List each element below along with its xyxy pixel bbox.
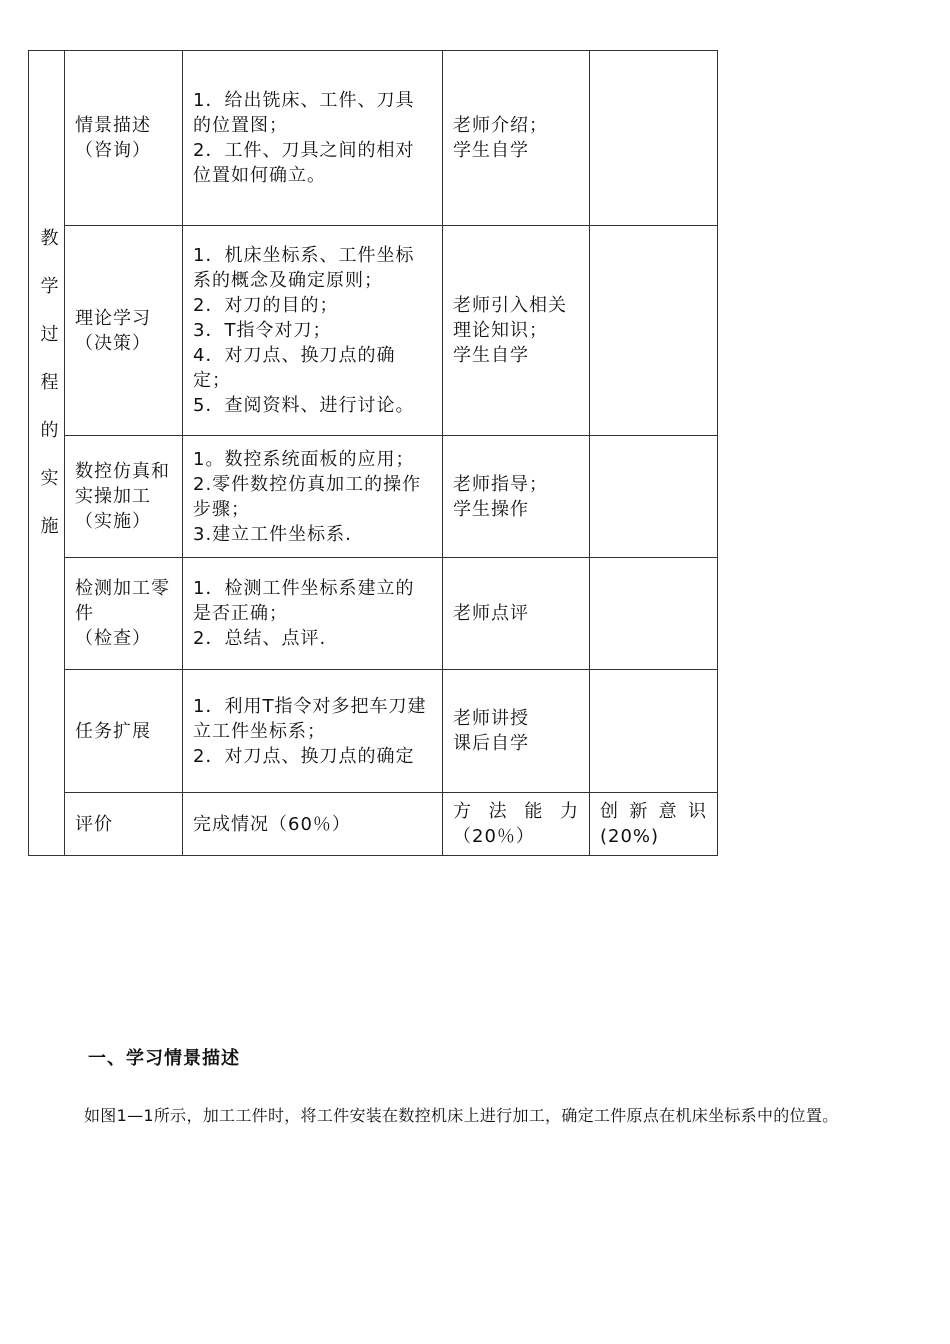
cell-line: 3．T指令对刀； [193,320,332,341]
cell-line: 2.零件数控仿真加工的操作步骤； [193,473,422,520]
cell-line: 1．利用T指令对多把车刀建立工件坐标系； [193,695,427,742]
cell-line: 1．给出铣床、工件、刀具的位置图； [193,90,415,136]
cell-line: 情景描述 [75,115,151,136]
stage-cell [65,558,183,670]
cell-line: 4．对刀点、换刀点的确定； [193,345,396,391]
cell-line: 老师点评 [453,603,529,624]
table-row [29,226,718,436]
cell-line: 方法能力 [453,801,579,822]
cell-line: 学生操作 [453,498,529,520]
cell-line: 学生自学 [453,345,529,366]
note-cell [590,558,718,670]
evaluation-label: 评价 [65,793,183,856]
cell-line: 2．对刀的目的； [193,295,339,316]
cell-line: （20％） [453,826,535,847]
cell-line: （决策） [75,332,151,354]
content-cell [183,670,443,793]
method-cell [443,558,590,670]
cell-line: 创新意识 [600,801,707,822]
section-heading: 一、学习情景描述 [88,1048,240,1069]
section-paragraph: 如图1—1所示，加工工件时，将工件安装在数控机床上进行加工，确定工件原点在机床坐标系中的位置。 [84,1106,839,1125]
table-row [29,670,718,793]
cell-line: （实施） [75,511,151,532]
cell-line: 检测加工零 件 [75,578,170,624]
cell-line: （检查） [75,628,151,649]
evaluation-completion: 完成情况（60％） [183,793,443,856]
cell-line: 学生自学 [453,140,529,161]
stage-cell [65,670,183,793]
cell-line: 老师讲授 [453,708,529,729]
cell-line: 老师引入相关理论知识； [453,295,567,341]
cell-line: 任务扩展 [75,720,151,742]
cell-line: (20%) [600,826,660,847]
evaluation-innovation [590,793,718,856]
cell-line: 老师介绍； [453,115,548,136]
cell-line: 数控仿真和 实操加工 [75,461,170,507]
cell-line: 5．查阅资料、进行讨论。 [193,395,415,416]
cell-line: 老师指导； [453,473,548,495]
side-label: 教学过程的实施 [40,228,60,537]
stage-cell [65,51,183,226]
cell-line: 3.建立工件坐标系. [193,523,352,545]
table-row [29,436,718,558]
note-cell [590,51,718,226]
content-cell [183,51,443,226]
content-cell [183,558,443,670]
content-cell [183,226,443,436]
method-cell [443,670,590,793]
cell-line: 理论学习 [75,307,151,329]
note-cell [590,226,718,436]
evaluation-row [29,793,718,856]
cell-line: 2．工件、刀具之间的相对位置如何确立。 [193,140,415,186]
table-row [29,558,718,670]
content-cell [183,436,443,558]
method-cell [443,226,590,436]
cell-line: 2．总结、点评. [193,628,327,649]
stage-cell [65,226,183,436]
stage-cell [65,436,183,558]
table-row [29,51,718,226]
cell-line: 课后自学 [453,733,529,754]
cell-line: （咨询） [75,140,151,161]
method-cell [443,51,590,226]
note-cell [590,670,718,793]
side-label-cell [29,51,65,856]
cell-line: 1．检测工件坐标系建立的是否正确； [193,578,415,624]
cell-line: 2．对刀点、换刀点的确定 [193,745,415,767]
cell-line: 1。数控系统面板的应用； [193,448,415,470]
evaluation-method-ability [443,793,590,856]
note-cell [590,436,718,558]
cell-line: 1．机床坐标系、工件坐标系的概念及确定原则； [193,245,415,291]
method-cell [443,436,590,558]
teaching-process-table [28,50,718,856]
